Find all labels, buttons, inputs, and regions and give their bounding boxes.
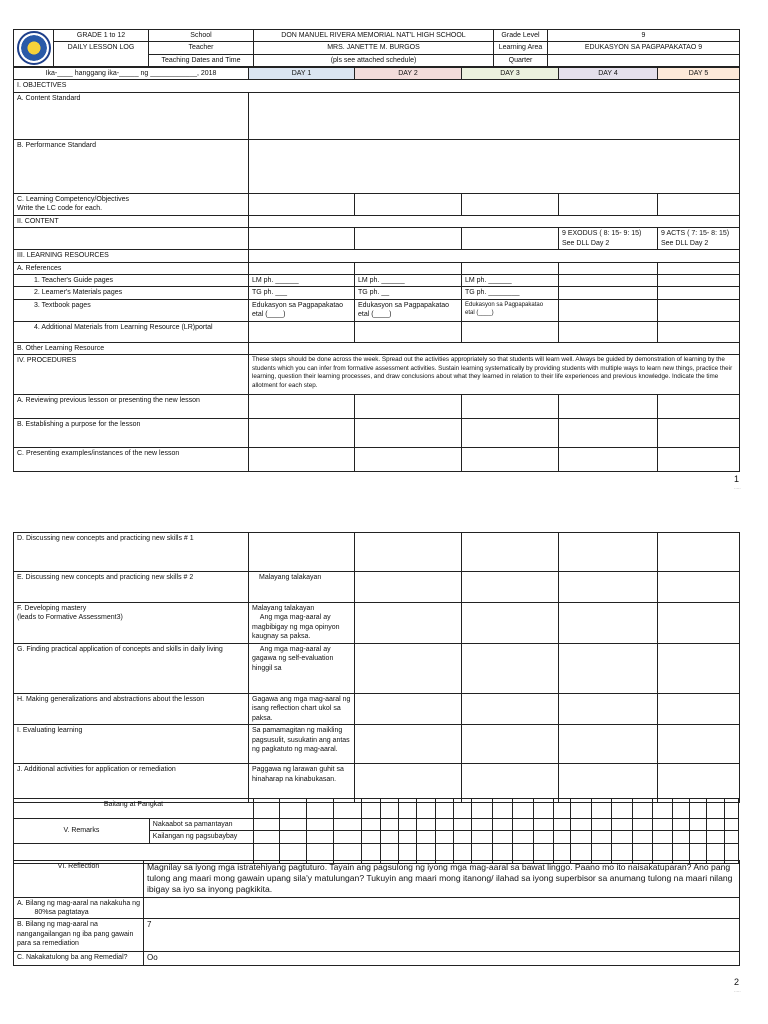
learning-area-label: Learning Area	[494, 42, 548, 54]
remarks-heading: V. Remarks	[14, 819, 150, 844]
proc-j-day1: Paggawa ng larawan guhit sa hinaharap na kinabukasan.	[249, 764, 355, 803]
learning-area-value: EDUKASYON SA PAGPAPAKATAO 9	[548, 42, 740, 54]
proc-f-label	[14, 603, 249, 644]
dates-label: Teaching Dates and Time	[149, 54, 254, 66]
procedures-heading: IV. PROCEDURES	[14, 355, 249, 395]
school-value: DON MANUEL RIVERA MEMORIAL NAT'L HIGH SCHOOL	[254, 30, 494, 42]
footer-mark-2: ·····	[734, 989, 741, 994]
proc-g-day1-c: hinggil sa	[252, 664, 282, 672]
grade-level-label: Grade Level	[494, 30, 548, 42]
proc-f-day1-a: Malayang talakayan	[252, 605, 315, 612]
performance-standard-label: B. Performance Standard	[14, 139, 249, 193]
refl-b-label	[14, 919, 144, 952]
proc-h-day1: Gagawa ang mga mag-aaral ng isang reflection chart ukol sa paksa.	[249, 693, 355, 724]
proc-e-day1: Malayang talakayan	[249, 572, 355, 603]
acts-line1: 9 ACTS ( 7: 15- 8: 15)	[661, 230, 730, 238]
day5-content	[658, 228, 740, 250]
textbook-day2	[355, 299, 462, 321]
proc-g-label: G. Finding practical application of concepts and skills in daily living	[14, 643, 249, 693]
content-heading: II. CONTENT	[14, 215, 249, 227]
content-standard-label: A. Content Standard	[14, 92, 249, 139]
footer-mark-1: ·····	[734, 486, 741, 491]
nakaabot-label: Nakaabot sa pamantayan	[149, 819, 253, 831]
lm-ph-day3: LM ph. ______	[462, 274, 559, 286]
day4-header: DAY 4	[559, 68, 658, 80]
content-standard-value	[249, 92, 740, 139]
reflection-table	[13, 860, 740, 966]
refl-c-label: C. Nakakatulong ba ang Remedial?	[14, 952, 144, 966]
textbook-label: 3. Textbook pages	[14, 299, 249, 321]
day5-header: DAY 5	[658, 68, 740, 80]
baitang-label: Baitang at Pangkat	[14, 799, 254, 819]
reflection-heading: VI. Reflection	[14, 861, 144, 898]
textbook-day2-etal: etal (____)	[358, 311, 392, 319]
references-label: A. References	[14, 262, 249, 274]
dll-page1-table	[13, 67, 740, 472]
competency-line2: Write the LC code for each.	[17, 205, 103, 213]
refl-a-line1: A. Bilang ng mag-aaral na nakakuha ng	[17, 899, 140, 907]
proc-f-day1-b: Ang mga mag-aaral ay	[259, 614, 331, 622]
tg-ph-day3: TG ph. ________	[462, 287, 559, 299]
proc-f-line2: (leads to Formative Assessment3)	[17, 614, 123, 622]
teacher-value: MRS. JANETTE M. BURGOS	[254, 42, 494, 54]
textbook-day1	[249, 299, 355, 321]
teacher-label: Teacher	[149, 42, 254, 54]
proc-i-day1: Sa pamamagitan ng maikling pagsusulit, susukatin ang antas ng pagkatuto ng mag-aaral.	[249, 725, 355, 764]
proc-d-label: D. Discussing new concepts and practicing new skills # 1	[14, 533, 249, 572]
day2-header: DAY 2	[355, 68, 462, 80]
refl-b-value: 7	[144, 919, 740, 952]
textbook-day1-title: Edukasyon sa Pagpapakatao	[252, 301, 344, 309]
dll-header-table	[13, 29, 740, 67]
tg-ph-day2: TG ph. __	[355, 287, 462, 299]
page-number-2: 2	[734, 977, 740, 987]
refl-a-value	[144, 897, 740, 919]
date-line: Ika-____ hanggang ika-_____ ng ____________, 2018	[14, 68, 249, 80]
acts-line2: See DLL Day 2	[661, 239, 709, 247]
additional-materials-label: 4. Additional Materials from Learning Resource (LR)portal	[14, 321, 249, 342]
other-resource-label: B. Other Learning Resource	[14, 342, 249, 354]
tg-ph-day1: TG ph. ___	[249, 287, 355, 299]
refl-b-line2: nangangailangan ng iba pang gawain	[17, 930, 134, 938]
grade-level-value: 9	[548, 30, 740, 42]
proc-c-label: C. Presenting examples/instances of the new lesson	[14, 448, 249, 472]
objectives-heading: I. OBJECTIVES	[14, 80, 740, 92]
proc-f-line1: F. Developing mastery	[17, 605, 87, 612]
proc-i-label: I. Evaluating learning	[14, 725, 249, 764]
log-title: DAILY LESSON LOG	[54, 42, 149, 67]
competency-label	[14, 193, 249, 215]
performance-standard-value	[249, 139, 740, 193]
page-number-1: 1	[734, 474, 740, 484]
proc-b-label: B. Establishing a purpose for the lesson	[14, 419, 249, 448]
proc-f-day1-c: magbibigay ng mga opinyon	[252, 623, 340, 631]
exodus-line2: See DLL Day 2	[562, 239, 610, 247]
textbook-day3-title: Edukasyon sa Pagpapakatao	[465, 301, 544, 308]
learners-materials-label: 2. Learner's Materials pages	[14, 287, 249, 299]
teachers-guide-label: 1. Teacher's Guide pages	[14, 274, 249, 286]
proc-e-label: E. Discussing new concepts and practicing new skills # 2	[14, 572, 249, 603]
refl-a-line2: 80%sa pagtataya	[34, 908, 89, 916]
quarter-value	[548, 54, 740, 66]
day4-content	[559, 228, 658, 250]
refl-b-line1: B. Bilang ng mag-aaral na	[17, 921, 98, 929]
day1-header: DAY 1	[249, 68, 355, 80]
deped-seal-cell	[14, 30, 54, 67]
learning-resources-heading: III. LEARNING RESOURCES	[14, 250, 249, 262]
proc-j-label: J. Additional activities for application or remediation	[14, 764, 249, 803]
deped-seal-icon	[17, 31, 51, 65]
school-label: School	[149, 30, 254, 42]
proc-g-day1	[249, 643, 355, 693]
exodus-line1: 9 EXODUS ( 8: 15- 9: 15)	[562, 230, 642, 238]
proc-g-day1-b: gagawa ng self-evaluation	[252, 655, 334, 663]
procedures-note: These steps should be done across the week. Spread out the activities appropriately so that students will learn well. Always be guided by demonstration of learning by the students which you can infer from formative assessment activities. Sustain learning systematically by providing students with multiple ways to learn new things, practice their learning, question their learning processes, and draw conclusions about what they learned in relation to their life experiences and previous knowledge. Indicate the time allotment for each step.	[249, 355, 740, 395]
reflection-text: Magnilay sa iyong mga istratehiyang pagtuturo. Tayain ang pagsulong ng iyong mga mag-aaral sa bawat linggo. Paano mo ito naisakatuparan? Ano pang tulong ang maari mong gawain upang sila'y matulungan? Tukuyin ang maari mong itanong/ ilahad sa iyong superbisor sa anumang tulong na maari nilang ibigay sa iyo sa inyong pagkikita.	[144, 861, 740, 898]
proc-h-label: H. Making generalizations and abstractions about the lesson	[14, 693, 249, 724]
refl-c-value: Oo	[144, 952, 740, 966]
proc-a-label: A. Reviewing previous lesson or presenting the new lesson	[14, 395, 249, 419]
textbook-day2-title: Edukasyon sa Pagpapakatao	[358, 301, 450, 309]
lm-ph-day2: LM ph. ______	[355, 274, 462, 286]
dll-page2-table	[13, 532, 740, 803]
dates-value: (pls see attached schedule)	[254, 54, 494, 66]
proc-f-day1	[249, 603, 355, 644]
textbook-day3	[462, 299, 559, 321]
textbook-day3-etal: etal (____)	[465, 309, 494, 316]
competency-line1: C. Learning Competency/Objectives	[17, 195, 130, 203]
refl-b-line3: para sa remediation	[17, 940, 79, 948]
textbook-day1-etal: etal (____)	[252, 311, 286, 319]
proc-f-day1-d: kaugnay sa paksa.	[252, 633, 311, 641]
refl-a-label	[14, 897, 144, 919]
day3-header: DAY 3	[462, 68, 559, 80]
grade-range: GRADE 1 to 12	[54, 30, 149, 42]
kailangan-label: Kailangan ng pagsubaybay	[149, 831, 253, 843]
remarks-table	[13, 798, 739, 864]
proc-g-day1-a: Ang mga mag-aaral ay	[259, 645, 331, 653]
lm-ph-day1: LM ph. ______	[249, 274, 355, 286]
quarter-label: Quarter	[494, 54, 548, 66]
